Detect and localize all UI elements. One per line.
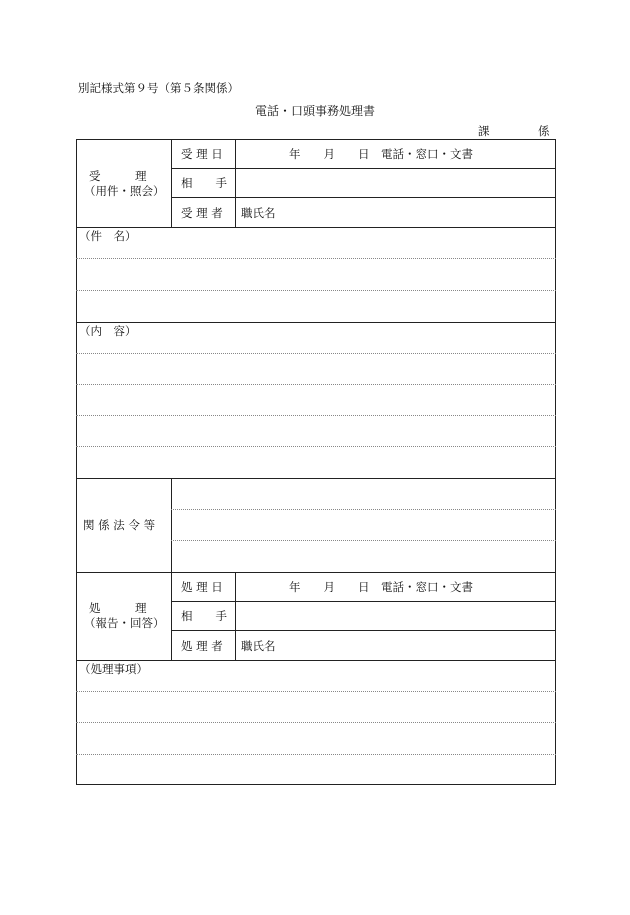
reception-partner-label: 相 手 — [181, 176, 227, 190]
divider — [76, 660, 556, 661]
processing-processor-label: 処 理 者 — [181, 639, 223, 653]
form-number-label: 別記様式第９号（第５条関係） — [78, 81, 239, 95]
content-field[interactable] — [77, 339, 555, 477]
content-label: （内 容） — [79, 324, 137, 338]
divider — [76, 572, 556, 573]
divider — [171, 630, 556, 631]
processing-partner-field[interactable] — [236, 602, 555, 630]
divider — [76, 227, 556, 228]
reception-group-label: 受 理 — [89, 169, 147, 183]
reception-receiver-label: 受 理 者 — [181, 206, 223, 220]
processing-date-field[interactable]: 年 月 日 電話・窓口・文書 — [289, 580, 473, 594]
divider — [171, 139, 172, 227]
processing-date-label: 処 理 日 — [181, 580, 223, 594]
reception-partner-field[interactable] — [236, 169, 555, 197]
processing-group-sublabel: （報告・回答） — [84, 616, 165, 630]
section-ka-label: 課 — [478, 124, 490, 138]
document-title: 電話・口頭事務処理書 — [254, 104, 375, 118]
divider — [171, 572, 172, 660]
divider — [76, 322, 556, 323]
divider — [171, 197, 556, 198]
reception-date-label: 受 理 日 — [181, 147, 223, 161]
matters-field[interactable] — [77, 677, 555, 784]
processing-partner-label: 相 手 — [181, 609, 227, 623]
subject-field[interactable] — [77, 244, 555, 321]
reception-group-sublabel: （用件・照会） — [84, 184, 165, 198]
laws-field[interactable] — [172, 479, 555, 571]
processing-processor-field[interactable]: 職氏名 — [241, 639, 276, 653]
laws-label: 関 係 法 令 等 — [83, 518, 156, 532]
reception-date-field[interactable]: 年 月 日 電話・窓口・文書 — [289, 147, 473, 161]
processing-group-label: 処 理 — [89, 601, 147, 615]
subject-label: （件 名） — [79, 229, 137, 243]
section-kakari-label: 係 — [538, 124, 550, 138]
matters-label: （処理事項） — [79, 662, 148, 676]
reception-receiver-field[interactable]: 職氏名 — [241, 206, 276, 220]
